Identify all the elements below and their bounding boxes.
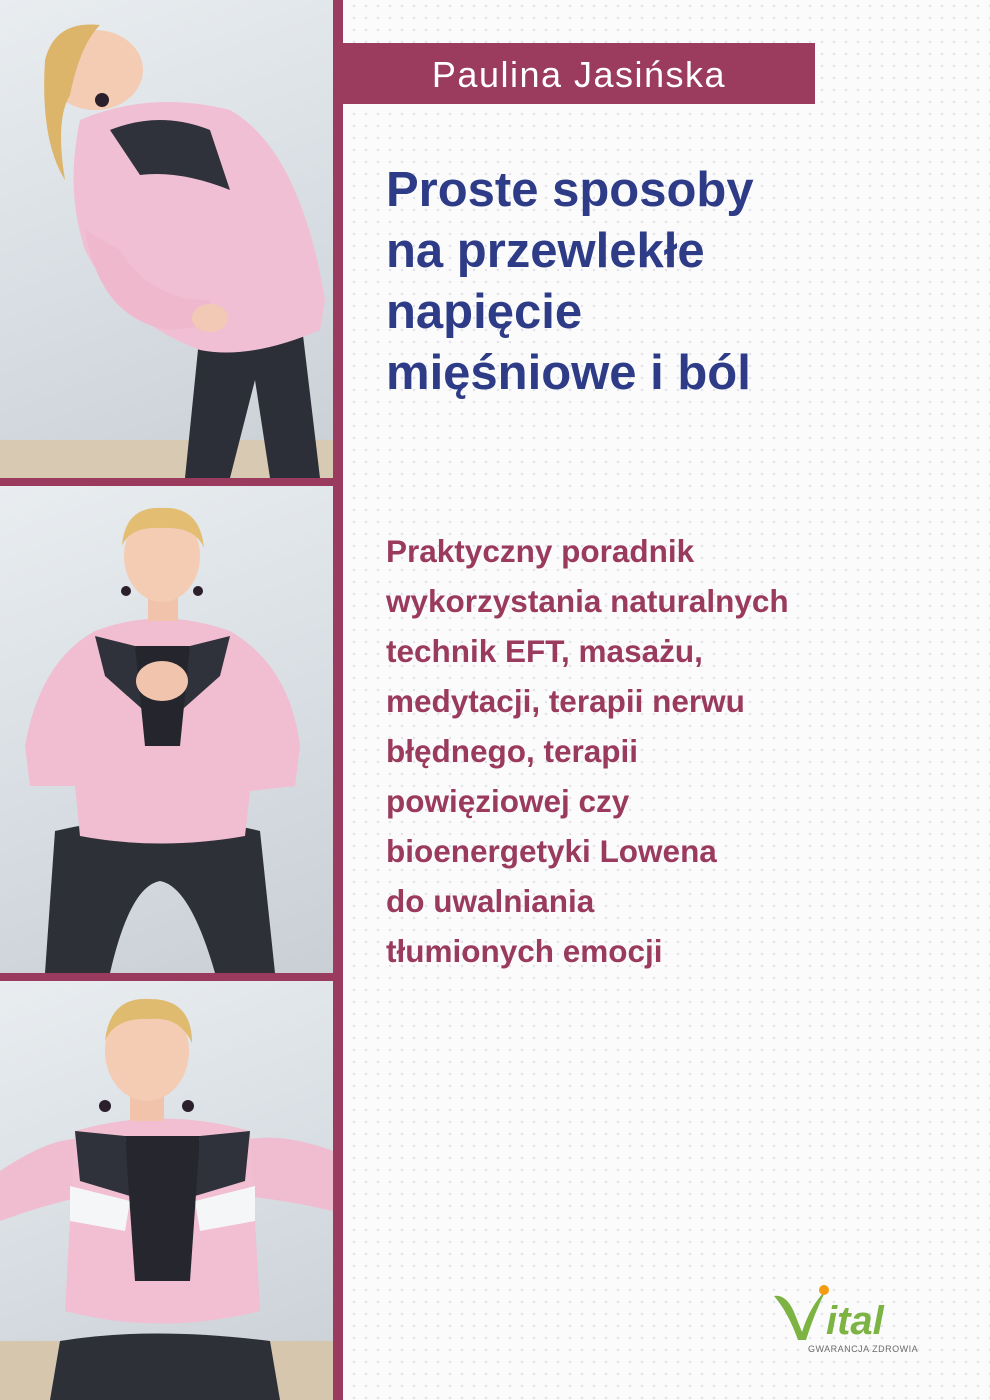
vital-logo-icon xyxy=(768,1282,928,1346)
author-band xyxy=(343,43,815,104)
photo-column xyxy=(0,0,343,1400)
title-line: napięcie xyxy=(386,285,583,339)
photo-arms-out xyxy=(0,981,333,1400)
title-line: na przewlekłe xyxy=(386,224,705,278)
book-title xyxy=(386,160,966,404)
publisher-logo xyxy=(768,1282,928,1362)
publisher-tagline: GWARANCJA ZDROWIA xyxy=(808,1344,919,1354)
subtitle-line: Praktyczny poradnik xyxy=(386,533,695,569)
photo-backbend xyxy=(0,0,333,478)
subtitle-line: medytacji, terapii nerwu xyxy=(386,683,745,719)
subtitle-line: błędnego, terapii xyxy=(386,733,639,769)
book-subtitle xyxy=(386,526,976,976)
subtitle-line: do uwalniania xyxy=(386,883,595,919)
subtitle-line: technik EFT, masażu, xyxy=(386,633,703,669)
subtitle-line: bioenergetyki Lowena xyxy=(386,833,717,869)
photo-wall-sit xyxy=(0,486,333,973)
subtitle-line: wykorzystania naturalnych xyxy=(386,583,789,619)
subtitle-line: powięziowej czy xyxy=(386,783,630,819)
subtitle-line: tłumionych emocji xyxy=(386,933,663,969)
author-name: Paulina Jasińska xyxy=(431,54,727,95)
svg-text:ital: ital xyxy=(826,1299,884,1343)
title-line: mięśniowe i ból xyxy=(386,346,751,400)
title-line: Proste sposoby xyxy=(386,163,754,217)
